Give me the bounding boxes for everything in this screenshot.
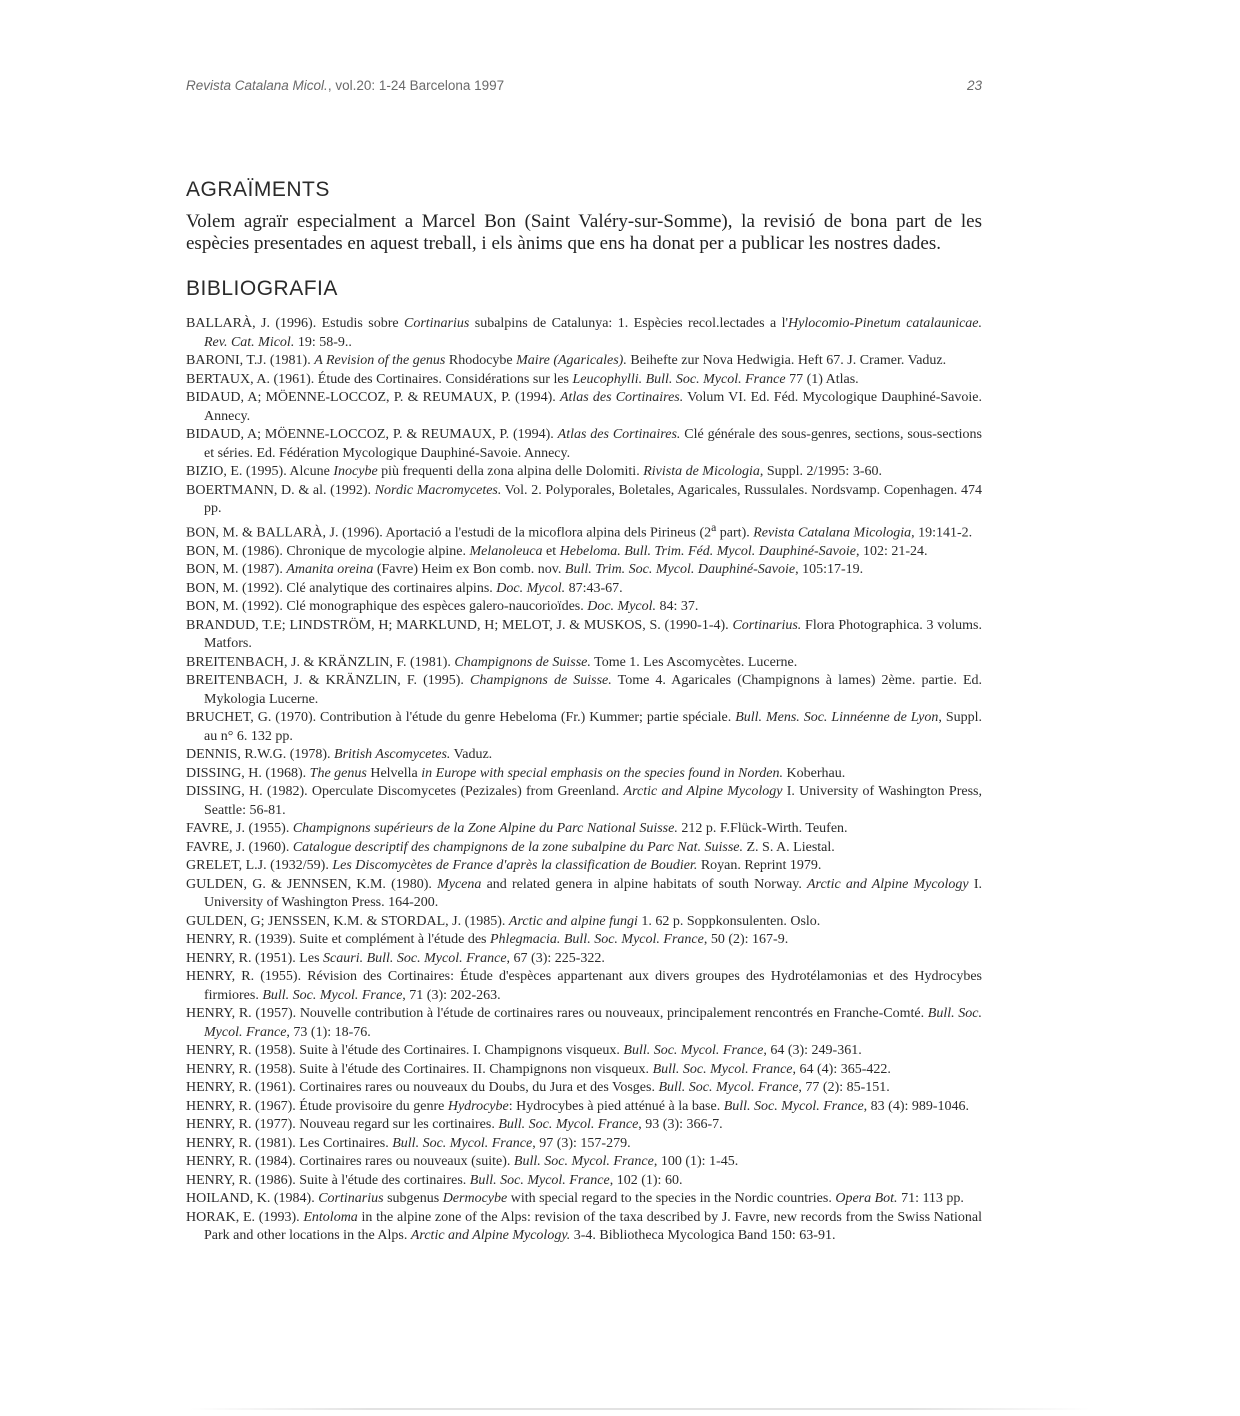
reference-entry: BON, M. (1992). Clé analytique des cortinaires alpins. Doc. Mycol. 87:43-67.: [186, 580, 623, 596]
reference-entry: BRANDUD, T.E; LINDSTRÖM, H; MARKLUND, H; MELOT, J. & MUSKOS, S. (1990-1-4). Cortinarius. Flora Photographica. 3 volums. Matfors.: [186, 617, 982, 652]
reference-entry: HORAK, E. (1993). Entoloma in the alpine zone of the Alps: revision of the taxa described by J. Favre, new records from the Swiss National Park and other locations in the Alps. Arctic and Alpine Mycology. 3-4. Bibliotheca Mycologica Band 150: 63-91.: [186, 1209, 983, 1244]
reference-entry: DISSING, H. (1982). Operculate Discomycetes (Pezizales) from Greenland. Arctic and Alpine Mycology I. University of Washington Press, Seattle: 56-81.: [186, 784, 982, 818]
reference-entry: HENRY, R. (1981). Les Cortinaires. Bull. Soc. Mycol. France, 97 (3): 157-279.: [186, 1135, 631, 1151]
bibliography-heading: BIBLIOGRAFIA: [186, 277, 338, 300]
scan-edge-line: [190, 1408, 1090, 1410]
reference-entry: FAVRE, J. (1960). Catalogue descriptif des champignons de la zone subalpine du Parc Nat. Suisse. Z. S. A. Liestal.: [186, 839, 835, 855]
reference-entry: BARONI, T.J. (1981). A Revision of the genus Rhodocybe Maire (Agaricales). Beihefte zur Nova Hedwigia. Heft 67. J. Cramer. Vaduz.: [186, 353, 947, 368]
reference-entry: BREITENBACH, J. & KRÄNZLIN, F. (1995). Champignons de Suisse. Tome 4. Agaricales (Champignons à lames) 2ème. partie. Ed. Mykologia Lucerne.: [186, 673, 983, 707]
reference-entry: HOILAND, K. (1984). Cortinarius subgenus Dermocybe with special regard to the species in the Nordic countries. Opera Bot. 71: 113 pp.: [186, 1191, 964, 1207]
reference-entry: HENRY, R. (1984). Cortinaires rares ou nouveaux (suite). Bull. Soc. Mycol. France, 100 (1): 1-45.: [186, 1154, 739, 1170]
acknowledgements-heading: AGRAÏMENTS: [186, 178, 330, 201]
reference-entry: GULDEN, G. & JENNSEN, K.M. (1980). Mycena and related genera in alpine habitats of south Norway. Arctic and Alpine Mycology I. University of Washington Press. 164-200.: [186, 876, 982, 911]
reference-entry: HENRY, R. (1955). Révision des Cortinaires: Étude d'espèces appartenant aux divers groupes des Hydrotélamonias et des Hydrocybes firmiores. Bull. Soc. Mycol. France, 71 (3): 202-263.: [186, 969, 982, 1003]
reference-entry: BIDAUD, A; MÖENNE-LOCCOZ, P. & REUMAUX, P. (1994). Atlas des Cortinaires. Clé générale des sous-genres, sections, sous-sections et séries. Ed. Fédération Mycologique Dauphiné-Savoie. Annecy.: [186, 427, 982, 461]
reference-entry: BALLARÀ, J. (1996). Estudis sobre Cortinarius subalpins de Catalunya: 1. Espècies recol.lectades a l'Hylocomio-Pinetum catalaunicae. Rev. Cat. Micol. 19: 58-9..: [186, 316, 983, 350]
reference-entry: HENRY, R. (1939). Suite et complément à l'étude des Phlegmacia. Bull. Soc. Mycol. France, 50 (2): 167-9.: [186, 932, 789, 948]
reference-entry: DENNIS, R.W.G. (1978). British Ascomycetes. Vaduz.: [186, 747, 493, 763]
volume-info: , vol.20: 1-24 Barcelona 1997: [327, 78, 505, 93]
reference-entry: GULDEN, G; JENSSEN, K.M. & STORDAL, J. (1985). Arctic and alpine fungi 1. 62 p. Soppkonsulenten. Oslo.: [186, 913, 821, 929]
journal-name: Revista Catalana Micol.: [186, 78, 328, 93]
running-header: [186, 78, 982, 100]
reference-entry: GRELET, L.J. (1932/59). Les Discomycètes de France d'après la classification de Boudier. Royan. Reprint 1979.: [186, 858, 822, 874]
reference-entry: HENRY, R. (1951). Les Scauri. Bull. Soc. Mycol. France, 67 (3): 225-322.: [186, 950, 605, 966]
reference-entry: HENRY, R. (1958). Suite à l'étude des Cortinaires. II. Champignons non visqueux. Bull. Soc. Mycol. France, 64 (4): 365-422.: [186, 1061, 891, 1077]
reference-entry: HENRY, R. (1957). Nouvelle contribution à l'étude de cortinaires rares ou nouveaux, principalement rencontrés en Franche-Comté. Bull. Soc. Mycol. France, 73 (1): 18-76.: [186, 1006, 982, 1040]
reference-entry: BON, M. (1987). Amanita oreina (Favre) Heim ex Bon comb. nov. Bull. Trim. Soc. Mycol. Dauphiné-Savoie, 105:17-19.: [186, 562, 864, 578]
reference-list: [186, 315, 982, 1246]
reference-entry: DISSING, H. (1968). The genus Helvella in Europe with special emphasis on the species found in Norden. Koberhau.: [186, 765, 846, 781]
reference-entry: HENRY, R. (1961). Cortinaires rares ou nouveaux du Doubs, du Jura et des Vosges. Bull. Soc. Mycol. France, 77 (2): 85-151.: [186, 1080, 890, 1096]
reference-entry: BRUCHET, G. (1970). Contribution à l'étude du genre Hebeloma (Fr.) Kummer; partie spéciale. Bull. Mens. Soc. Linnéenne de Lyon, Suppl. au n° 6. 132 pp.: [186, 710, 982, 744]
reference-entry: HENRY, R. (1977). Nouveau regard sur les cortinaires. Bull. Soc. Mycol. France, 93 (3): 366-7.: [186, 1117, 723, 1133]
reference-entry: HENRY, R. (1986). Suite à l'étude des cortinaires. Bull. Soc. Mycol. France, 102 (1): 60.: [186, 1172, 683, 1188]
reference-entry: BON, M. & BALLARÀ, J. (1996). Aportació a l'estudi de la micoflora alpina dels Pirineus (2$^a$ part). Revista Catalana Micologia, 19:141-2.: [186, 520, 973, 541]
reference-entry: BERTAUX, A. (1961). Étude des Cortinaires. Considérations sur les Leucophylli. Bull. Soc. Mycol. France 77 (1) Atlas.: [186, 371, 859, 387]
page-number: 23: [966, 78, 982, 93]
reference-entry: BON, M. (1992). Clé monographique des espèces galero-naucorioïdes. Doc. Mycol. 84: 37.: [186, 599, 699, 615]
reference-entry: HENRY, R. (1958). Suite à l'étude des Cortinaires. I. Champignons visqueux. Bull. Soc. Mycol. France, 64 (3): 249-361.: [186, 1043, 862, 1059]
reference-entry: BIDAUD, A; MÖENNE-LOCCOZ, P. & REUMAUX, P. (1994). Atlas des Cortinaires. Volum VI. Ed. Féd. Mycologique Dauphiné-Savoie. Annecy.: [186, 390, 982, 424]
reference-entry: BIZIO, E. (1995). Alcune Inocybe più frequenti della zona alpina delle Dolomiti. Rivista de Micologia, Suppl. 2/1995: 3-60.: [186, 464, 882, 479]
reference-entry: BREITENBACH, J. & KRÄNZLIN, F. (1981). Champignons de Suisse. Tome 1. Les Ascomycètes. Lucerne.: [186, 654, 798, 670]
reference-entry: BOERTMANN, D. & al. (1992). Nordic Macromycetes. Vol. 2. Polyporales, Boletales, Agaricales, Russulales. Nordsvamp. Copenhagen. 474 pp.: [186, 482, 982, 516]
journal-citation: [186, 78, 504, 93]
acknowledgements-text: Volem agraïr especialment a Marcel Bon (Saint Valéry-sur-Somme), la revisió de bona part de les espècies presentades en aquest treball, i els ànims que ens ha donat per a publicar les nostres dades.: [186, 211, 982, 254]
reference-entry: HENRY, R. (1967). Étude provisoire du genre Hydrocybe: Hydrocybes à pied atténué à la base. Bull. Soc. Mycol. France, 83 (4): 989-1046.: [186, 1098, 970, 1114]
reference-entry: FAVRE, J. (1955). Champignons supérieurs de la Zone Alpine du Parc National Suisse. 212 p. F.Flück-Wirth. Teufen.: [186, 821, 848, 837]
reference-entry: BON, M. (1986). Chronique de mycologie alpine. Melanoleuca et Hebeloma. Bull. Trim. Féd. Mycol. Dauphiné-Savoie, 102: 21-24.: [186, 543, 928, 559]
